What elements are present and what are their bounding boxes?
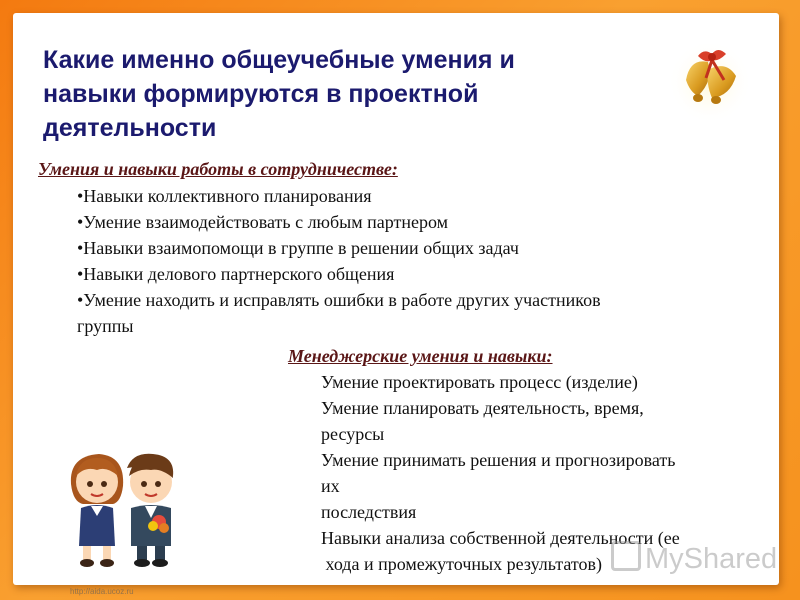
list-item: последствия xyxy=(321,502,417,522)
list-item: •Навыки взаимопомощи в группе в решении общих задач xyxy=(77,238,519,258)
list-item: Навыки анализа собственной деятельности (ее xyxy=(321,528,680,548)
schoolchildren-icon xyxy=(63,446,188,571)
watermark-text: MyShared xyxy=(645,543,778,575)
list-item: •Умение взаимодействовать с любым партнером xyxy=(77,212,449,232)
watermark xyxy=(611,541,777,576)
list-item: •Умение находить и исправлять ошибки в работе других участников xyxy=(77,290,601,310)
list-item: •Навыки коллективного планирования xyxy=(77,186,372,206)
list-item: их xyxy=(321,476,340,496)
title-line: Какие именно общеучебные умения и xyxy=(43,46,515,74)
title-line: деятельности xyxy=(43,114,217,142)
title-line: навыки формируются в проектной xyxy=(43,80,479,108)
list-item: Умение принимать решения и прогнозировать xyxy=(321,450,676,470)
watermark-logo-icon xyxy=(611,541,641,571)
slide-title xyxy=(43,43,623,145)
section-heading-cooperation: Умения и навыки работы в сотрудничестве: xyxy=(38,159,398,179)
list-item: Умение планировать деятельность, время, xyxy=(321,398,644,418)
section-heading-management: Менеджерские умения и навыки: xyxy=(288,346,553,366)
slide xyxy=(13,13,779,596)
bells-icon xyxy=(668,40,752,124)
list-item: хода и промежуточных результатов) xyxy=(321,554,603,574)
list-item: •Навыки делового партнерского общения xyxy=(77,264,395,284)
list-item: ресурсы xyxy=(321,424,385,444)
cooperation-skills-list xyxy=(77,183,767,339)
list-item: Умение проектировать процесс (изделие) xyxy=(321,372,638,392)
source-url: http://aida.ucoz.ru xyxy=(70,587,134,596)
list-item: группы xyxy=(77,316,134,336)
